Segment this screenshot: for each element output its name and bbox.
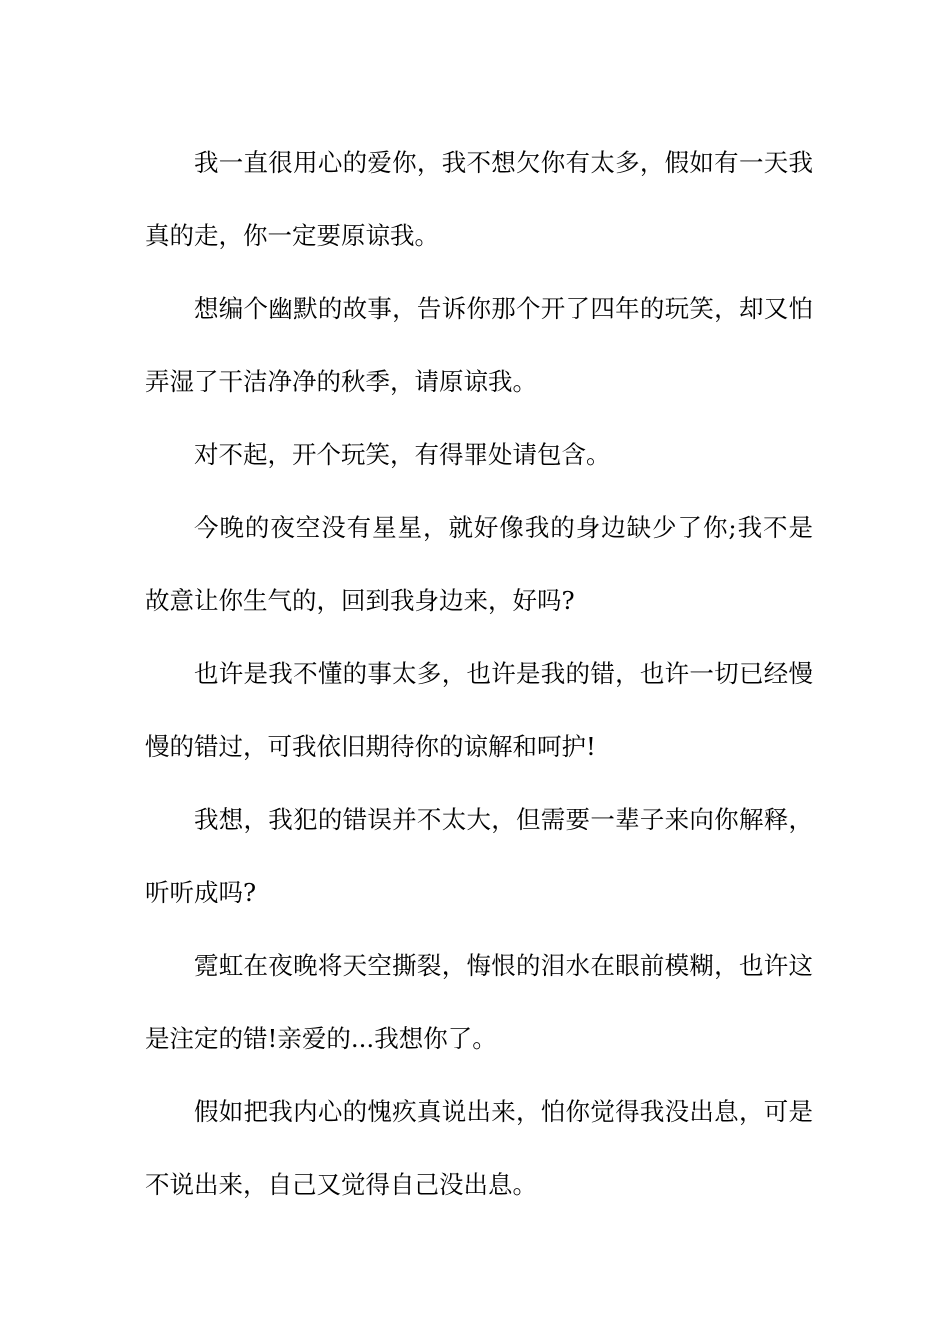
paragraph-4: 今晚的夜空没有星星，就好像我的身边缺少了你;我不是故意让你生气的，回到我身边来，好吗? (145, 513, 813, 615)
paragraph-5: 也许是我不懂的事太多，也许是我的错，也许一切已经慢慢的错过，可我依旧期待你的谅解和呵护! (145, 659, 813, 761)
paragraph-1: 我一直很用心的爱你，我不想欠你有太多，假如有一天我真的走，你一定要原谅我。 (145, 148, 813, 250)
paragraph-2: 想编个幽默的故事，告诉你那个开了四年的玩笑，却又怕弄湿了干洁净净的秋季，请原谅我。 (145, 294, 813, 396)
paragraph-7: 霓虹在夜晚将天空撕裂，悔恨的泪水在眼前模糊，也许这是注定的错!亲爱的...我想你了。 (145, 951, 813, 1053)
paragraph-6: 我想，我犯的错误并不太大，但需要一辈子来向你解释，听听成吗? (145, 805, 813, 907)
paragraph-8: 假如把我内心的愧疚真说出来，怕你觉得我没出息，可是不说出来，自己又觉得自己没出息。 (145, 1097, 813, 1199)
paragraph-3: 对不起，开个玩笑，有得罪处请包含。 (194, 440, 611, 469)
document-body (145, 126, 813, 1221)
